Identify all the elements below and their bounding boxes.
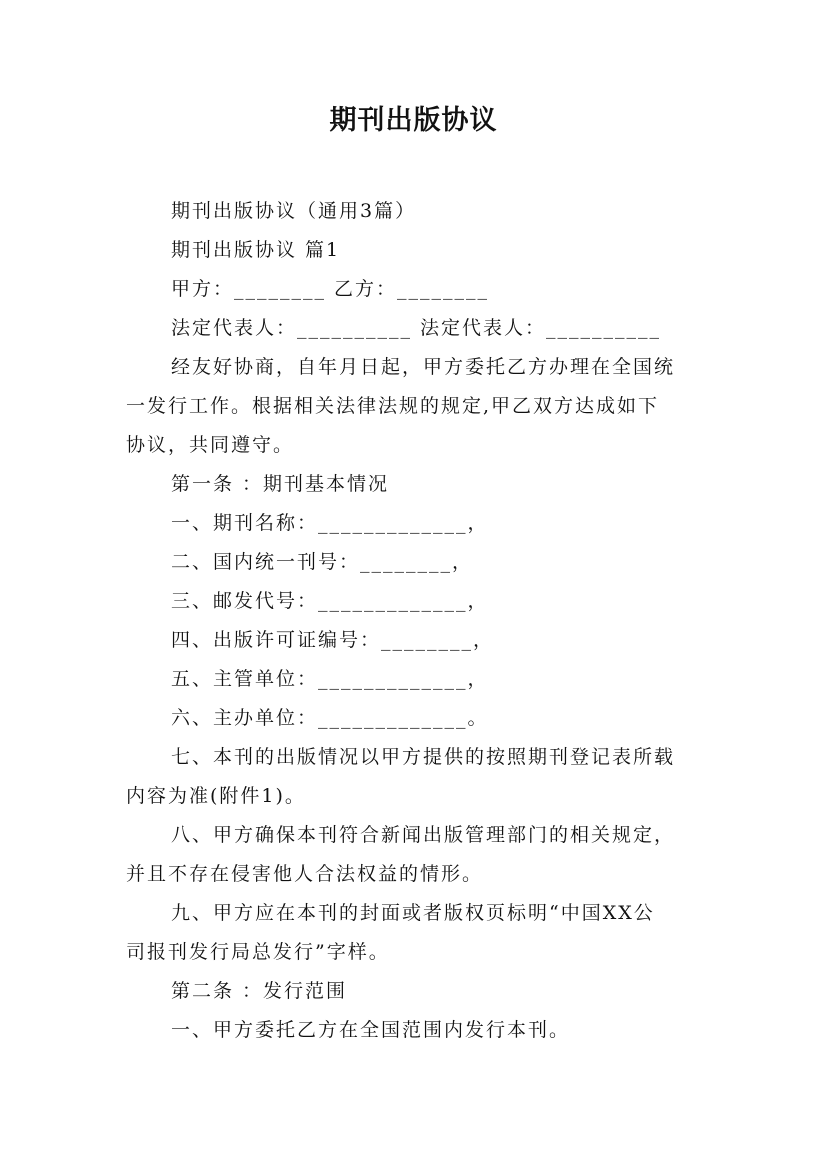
subtitle-line: 期刊出版协议（通用3篇）: [171, 200, 417, 222]
list-item: 一、期刊名称：_____________，: [171, 512, 489, 534]
paragraph-line: 内容为准(附件1)。: [126, 785, 306, 807]
list-item: 一、甲方委托乙方在全国范围内发行本刊。: [171, 1019, 571, 1041]
list-item: 二、国内统一刊号：________，: [171, 551, 474, 573]
section-heading: 期刊出版协议 篇1: [171, 239, 341, 261]
paragraph-line: 七、本刊的出版情况以甲方提供的按照期刊登记表所载: [171, 746, 676, 768]
list-item: 六、主办单位：_____________。: [171, 707, 489, 729]
document-title: 期刊出版协议: [329, 105, 498, 136]
paragraph-line: 一发行工作。根据相关法律法规的规定,甲乙双方达成如下: [126, 395, 660, 417]
paragraph-line: 司报刊发行局总发行”字样。: [126, 941, 390, 963]
paragraph-line: 协议，共同遵守。: [126, 434, 295, 456]
list-item: 四、出版许可证编号：________，: [171, 629, 495, 651]
parties-line: 甲方：________ 乙方：________: [171, 278, 490, 300]
article-heading: 第一条 ：期刊基本情况: [171, 473, 390, 495]
representatives-line: 法定代表人：__________ 法定代表人：__________: [171, 317, 662, 339]
paragraph-line: 并且不存在侵害他人合法权益的情形。: [126, 863, 484, 885]
paragraph-line: 九、甲方应在本刊的封面或者版权页标明“中国XX公: [171, 902, 655, 924]
paragraph-line: 八、甲方确保本刊符合新闻出版管理部门的相关规定，: [171, 824, 676, 846]
list-item: 三、邮发代号：_____________，: [171, 590, 489, 612]
article-heading: 第二条 ：发行范围: [171, 980, 348, 1002]
list-item: 五、主管单位：_____________，: [171, 668, 489, 690]
paragraph-line: 经友好协商，自年月日起，甲方委托乙方办理在全国统: [171, 356, 676, 378]
